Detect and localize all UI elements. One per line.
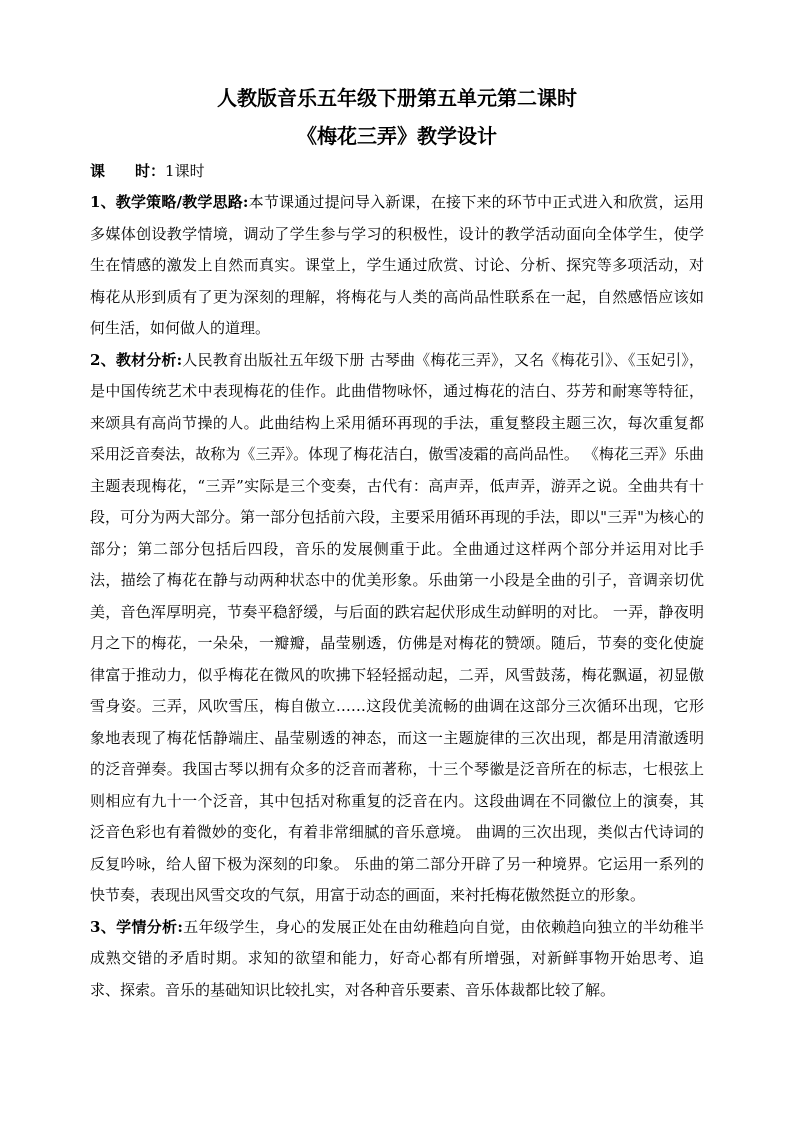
- section-student-analysis-text: 五年级学生，身心的发展正处在由幼稚趋向自觉，由依赖趋向独立的半幼稚半成熟交错的矛盾时期。求知的欲望和能力，好奇心都有所增强，对新鲜事物开始思考、追求、探索。音乐的基础知识比较扎实，对各种音乐要素、音乐体裁都比较了解。: [90, 917, 704, 999]
- section-strategy: [90, 187, 704, 345]
- section-strategy-text: 本节课通过提问导入新课，在接下来的环节中正式进入和欣赏，运用多媒体创设教学情境，调动了学生参与学习的积极性，设计的教学活动面向全体学生，使学生在情感的激发上自然而真实。课堂上，学生通过欣赏、讨论、分析、探究等多项活动，对梅花从形到质有了更为深刻的理解，将梅花与人类的高尚品性联系在一起，自然感悟应该如何生活，如何做人的道理。: [90, 193, 704, 337]
- section-strategy-label: 1、教学策略/教学思路:: [90, 193, 249, 211]
- section-material-analysis-label: 2、教材分析:: [90, 350, 183, 369]
- document-title: 人教版音乐五年级下册第五单元第二课时: [217, 86, 577, 110]
- lesson-duration-label-b: 时：: [135, 162, 166, 180]
- document-page: [90, 82, 704, 1006]
- lesson-duration-value: 1课时: [165, 162, 205, 180]
- lesson-duration-label: [90, 162, 165, 180]
- section-material-analysis: [90, 345, 704, 912]
- section-material-analysis-text: 人民教育出版社五年级下册 古琴曲《梅花三弄》，又名《梅花引》、《玉妃引》，是中国传统艺术中表现梅花的佳作。此曲借物咏怀，通过梅花的洁白、芬芳和耐寒等特征，来颂具有高尚节操的人。此曲结构上采用循环再现的手法，重复整段主题三次，每次重复都采用泛音奏法，故称为《三弄》。体现了梅花洁白，傲雪凌霜的高尚品性。 《梅花三弄》乐曲主题表现梅花，“三弄”实际是三个变奏，古代有：高声弄，低声弄，游弄之说。全曲共有十段，可分为两大部分。第一部分包括前六段，主要采用循环再现的手法，即以"三弄"为核心的部分；第二部分包括后四段，音乐的发展侧重于此。全曲通过这样两个部分并运用对比手法，描绘了梅花在静与动两种状态中的优美形象。乐曲第一小段是全曲的引子，音调亲切优美，音色浑厚明亮，节奏平稳舒缓，与后面的跌宕起伏形成生动鲜明的对比。 一弄，静夜明月之下的梅花，一朵朵，一瓣瓣，晶莹剔透，仿佛是对梅花的赞颂。随后，节奏的变化使旋律富于推动力，似乎梅花在微风的吹拂下轻轻摇动起，二弄，风雪鼓荡，梅花飘逼，初显傲雪身姿。三弄，风吹雪压，梅自傲立……这段优美流畅的曲调在这部分三次循环出现，它形象地表现了梅花恬静端庄、晶莹剔透的神态，而这一主题旋律的三次出现，都是用清澈透明的泛音弹奏。我国古琴以拥有众多的泛音而著称，十三个琴徽是泛音所在的标志，七根弦上则相应有九十一个泛音，其中包括对称重复的泛音在内。这段曲调在不同徽位上的演奏，其泛音色彩也有着微妙的变化，有着非常细腻的音乐意境。 曲调的三次出现，类似古代诗词的反复吟咏，给人留下极为深刻的印象。 乐曲的第二部分开辟了另一种境界。它运用一系列的快节奏，表现出风雪交攻的气氛，用富于动态的画面，来衬托梅花傲然挺立的形象。: [90, 350, 704, 904]
- section-student-analysis-label: 3、学情分析:: [90, 917, 183, 936]
- lesson-duration-line: [90, 156, 704, 187]
- lesson-duration-label-a: 课: [90, 162, 106, 180]
- section-student-analysis: [90, 912, 704, 1007]
- document-subtitle: 《梅花三弄》教学设计: [297, 124, 497, 148]
